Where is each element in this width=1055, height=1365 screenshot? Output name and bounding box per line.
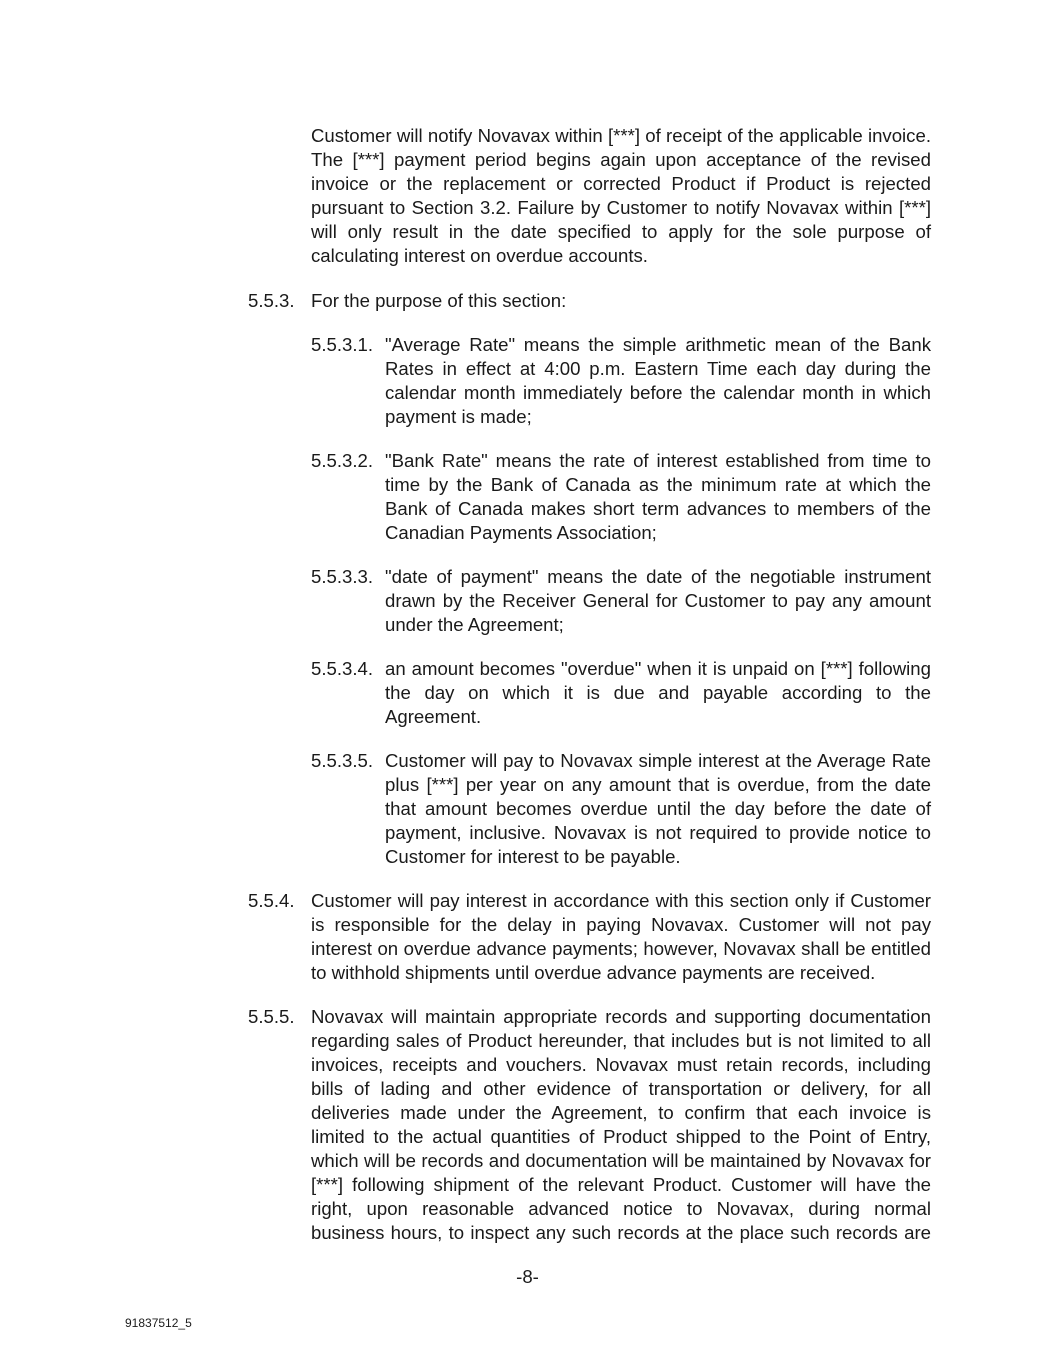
section-5-5-5-text: Novavax will maintain appropriate records and supporting documentation regarding sales of Product hereunder, that includes but is not limited to all invoices, receipts and vouchers. Novavax must retain records, including bills of lading and other evidence of transportation or delivery, for all deliveries made under the Agreement, to confirm that each invoice is limited to the actual quantities of Product shipped to the Point of Entry, which will be records and documentation will be maintained by Novavax for [***] following shipment of the relevant Product. Customer will have the right, upon reasonable advanced notice to Novavax, during normal business hours, to inspect any such records at the place such records are	[311, 1006, 931, 1243]
section-5-5-4-number: 5.5.4.	[248, 890, 295, 911]
section-5-5-3-1-number: 5.5.3.1.	[311, 334, 374, 355]
section-5-5-3-text: For the purpose of this section:	[311, 290, 567, 311]
section-5-5-5-number: 5.5.5.	[248, 1006, 295, 1027]
section-5-5-4-text: Customer will pay interest in accordance with this section only if Customer is responsible for the delay in paying Novavax. Customer will not pay interest on overdue advance payments; however, Novavax shall be entitled to withhold shipments until overdue advance payments are received.	[311, 890, 931, 983]
section-5-5-3-2-number: 5.5.3.2.	[311, 450, 374, 471]
section-5-5-3-4-text: an amount becomes "overdue" when it is unpaid on [***] following the day on which it is due and payable according to the Agreement.	[385, 658, 931, 727]
section-5-5-3-2-text: "Bank Rate" means the rate of interest established from time to time by the Bank of Canada as the minimum rate at which the Bank of Canada makes short term advances to members of the Canadian Payments Association;	[385, 450, 931, 543]
section-5-5-3-3-number: 5.5.3.3.	[311, 566, 374, 587]
document-id: 91837512_5	[125, 1316, 192, 1330]
page-number: -8-	[516, 1266, 539, 1287]
section-5-5-3-5-number: 5.5.3.5.	[311, 750, 374, 771]
section-5-5-3-5-text: Customer will pay to Novavax simple interest at the Average Rate plus [***] per year on any amount that is overdue, from the date that amount becomes overdue until the day before the date of payment, inclusive. Novavax is not required to provide notice to Customer for interest to be payable.	[385, 750, 931, 867]
section-5-5-3-number: 5.5.3.	[248, 290, 295, 311]
section-5-5-3-1-text: "Average Rate" means the simple arithmetic mean of the Bank Rates in effect at 4:00 p.m. Eastern Time each day during the calendar month immediately before the calendar month in which payment is made;	[385, 334, 931, 427]
intro-paragraph: Customer will notify Novavax within [***] of receipt of the applicable invoice. The [***] payment period begins again upon acceptance of the revised invoice or the replacement or corrected Product if Product is rejected pursuant to Section 3.2. Failure by Customer to notify Novavax within [***] will only result in the date specified to apply for the sole purpose of calculating interest on overdue accounts.	[311, 125, 931, 266]
section-5-5-3-3-text: "date of payment" means the date of the negotiable instrument drawn by the Receiver General for Customer to pay any amount under the Agreement;	[385, 566, 931, 635]
section-5-5-3-4-number: 5.5.3.4.	[311, 658, 374, 679]
